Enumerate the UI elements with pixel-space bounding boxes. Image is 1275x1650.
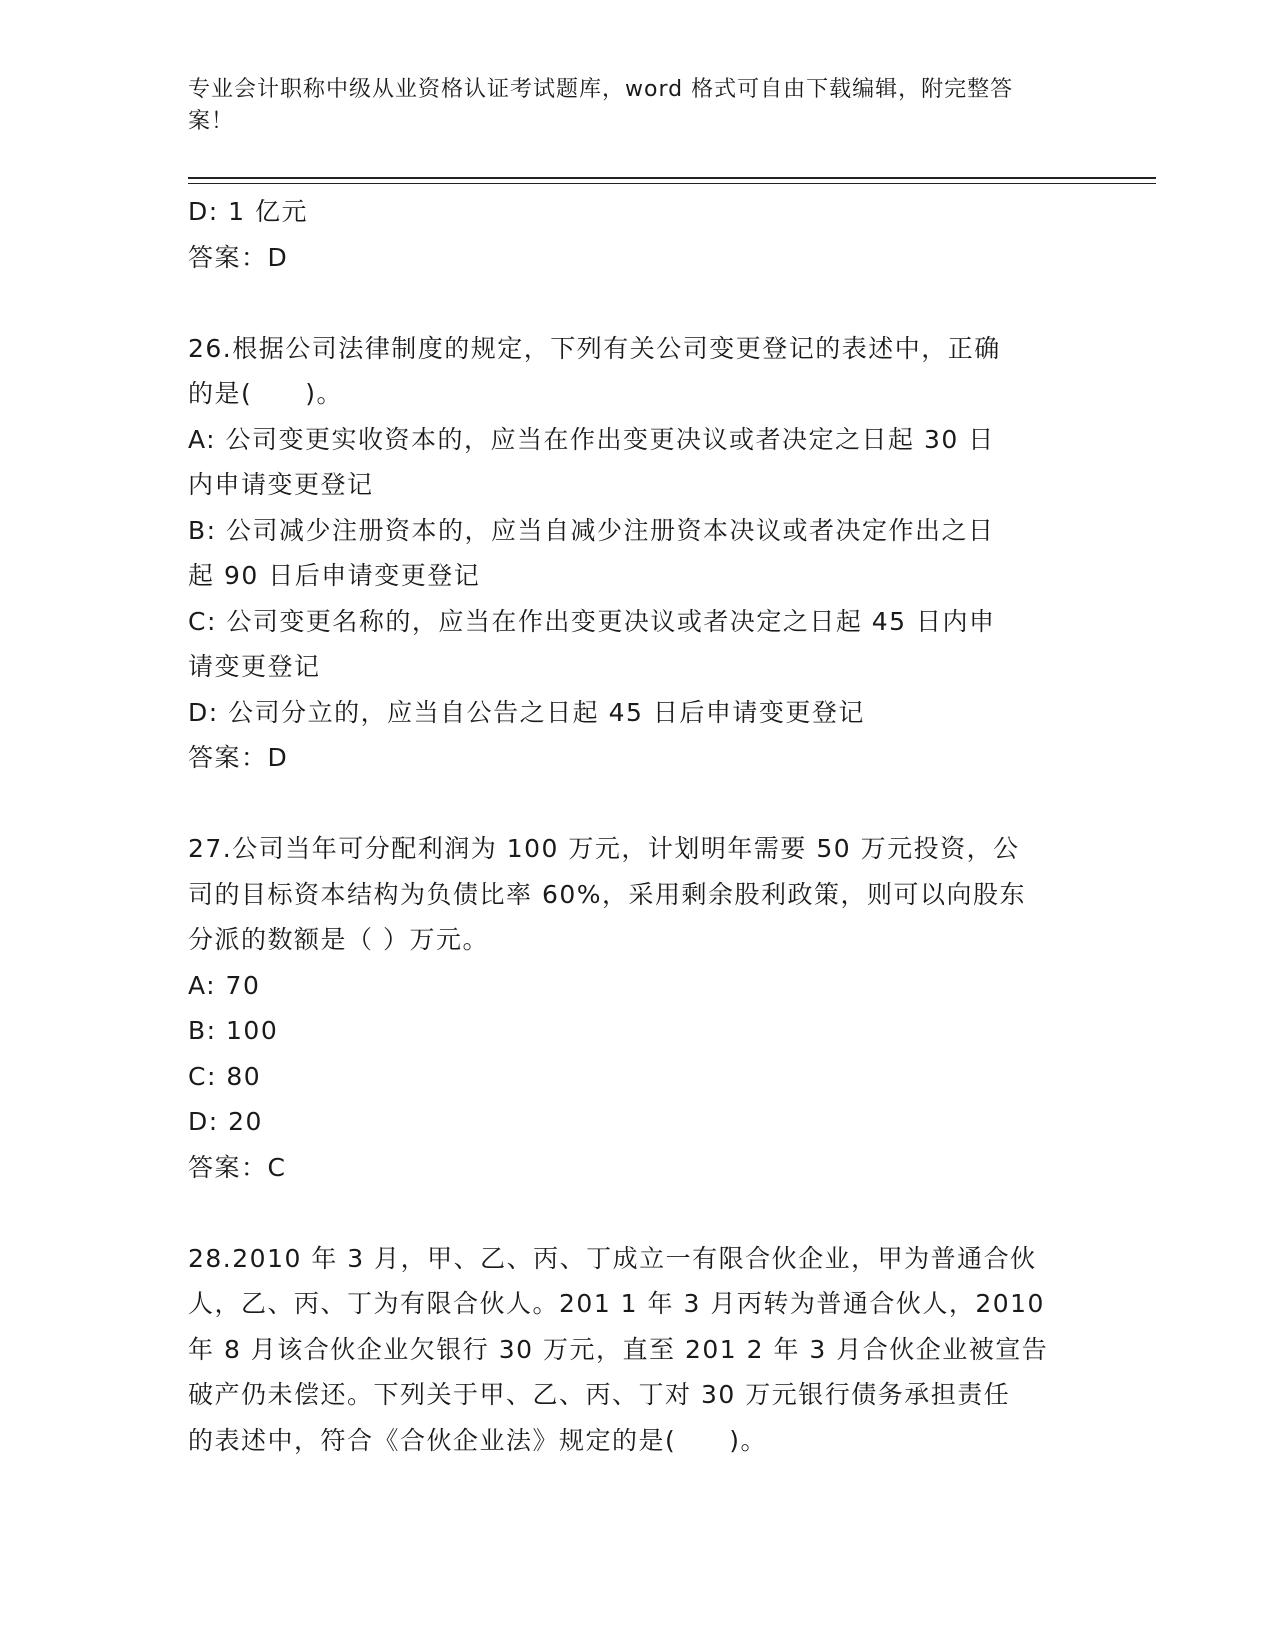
option-b: B: 100 bbox=[188, 1016, 279, 1045]
header-line: 案！ bbox=[188, 109, 235, 134]
header-line: 专业会计职称中级从业资格认证考试题库，word 格式可自由下载编辑，附完整答 bbox=[188, 77, 1014, 102]
header-divider bbox=[188, 183, 1156, 184]
spacer bbox=[188, 1190, 1068, 1236]
option-c: C: 80 bbox=[188, 1061, 262, 1091]
question-stem: 人，乙、丙、丁为有限合伙人。201 1 年 3 月丙转为普通合伙人，2010 bbox=[188, 1289, 1045, 1318]
spacer bbox=[188, 781, 1068, 827]
option-c: C: 公司变更名称的，应当在作出变更决议或者决定之日起 45 日内申 bbox=[188, 606, 996, 636]
question-stem: 司的目标资本结构为负债比率 60%，采用剩余股利政策，则可以向股东 bbox=[188, 879, 1027, 909]
option-d: D: 20 bbox=[188, 1107, 263, 1136]
option-b: B: 公司减少注册资本的，应当自减少注册资本决议或者决定作出之日 bbox=[188, 515, 995, 545]
option-a: A: 70 bbox=[188, 970, 261, 1000]
question-stem: 年 8 月该合伙企业欠银行 30 万元，直至 201 2 年 3 月合伙企业被宣告 bbox=[188, 1334, 1049, 1364]
question-25-tail bbox=[188, 189, 1068, 280]
page-header bbox=[188, 74, 1048, 138]
spacer bbox=[188, 280, 1068, 326]
question-stem: 的表述中，符合《合伙企业法》规定的是( )。 bbox=[188, 1425, 768, 1455]
question-stem: 分派的数额是（ ）万元。 bbox=[188, 925, 489, 954]
document-body bbox=[188, 189, 1068, 1463]
header-divider bbox=[188, 177, 1156, 179]
answer: 答案：D bbox=[188, 743, 289, 772]
option-d: D: 1 亿元 bbox=[188, 197, 308, 226]
question-stem: 破产仍未偿还。下列关于甲、乙、丙、丁对 30 万元银行债务承担责任 bbox=[188, 1380, 1011, 1409]
question-stem: 26.根据公司法律制度的规定，下列有关公司变更登记的表述中，正确 bbox=[188, 333, 1001, 363]
option-a: 内申请变更登记 bbox=[188, 470, 374, 499]
option-a: A: 公司变更实收资本的，应当在作出变更决议或者决定之日起 30 日 bbox=[188, 424, 995, 454]
option-d: D: 公司分立的，应当自公告之日起 45 日后申请变更登记 bbox=[188, 697, 865, 727]
question-stem: 的是( )。 bbox=[188, 379, 344, 408]
answer: 答案：C bbox=[188, 1152, 287, 1182]
answer: 答案：D bbox=[188, 242, 289, 272]
question-28 bbox=[188, 1236, 1068, 1464]
question-27 bbox=[188, 826, 1068, 1190]
question-26 bbox=[188, 326, 1068, 781]
option-b: 起 90 日后申请变更登记 bbox=[188, 561, 481, 590]
question-stem: 28.2010 年 3 月，甲、乙、丙、丁成立一有限合伙企业，甲为普通合伙 bbox=[188, 1243, 1037, 1273]
question-stem: 27.公司当年可分配利润为 100 万元，计划明年需要 50 万元投资，公 bbox=[188, 834, 1020, 863]
option-c: 请变更登记 bbox=[188, 652, 321, 681]
